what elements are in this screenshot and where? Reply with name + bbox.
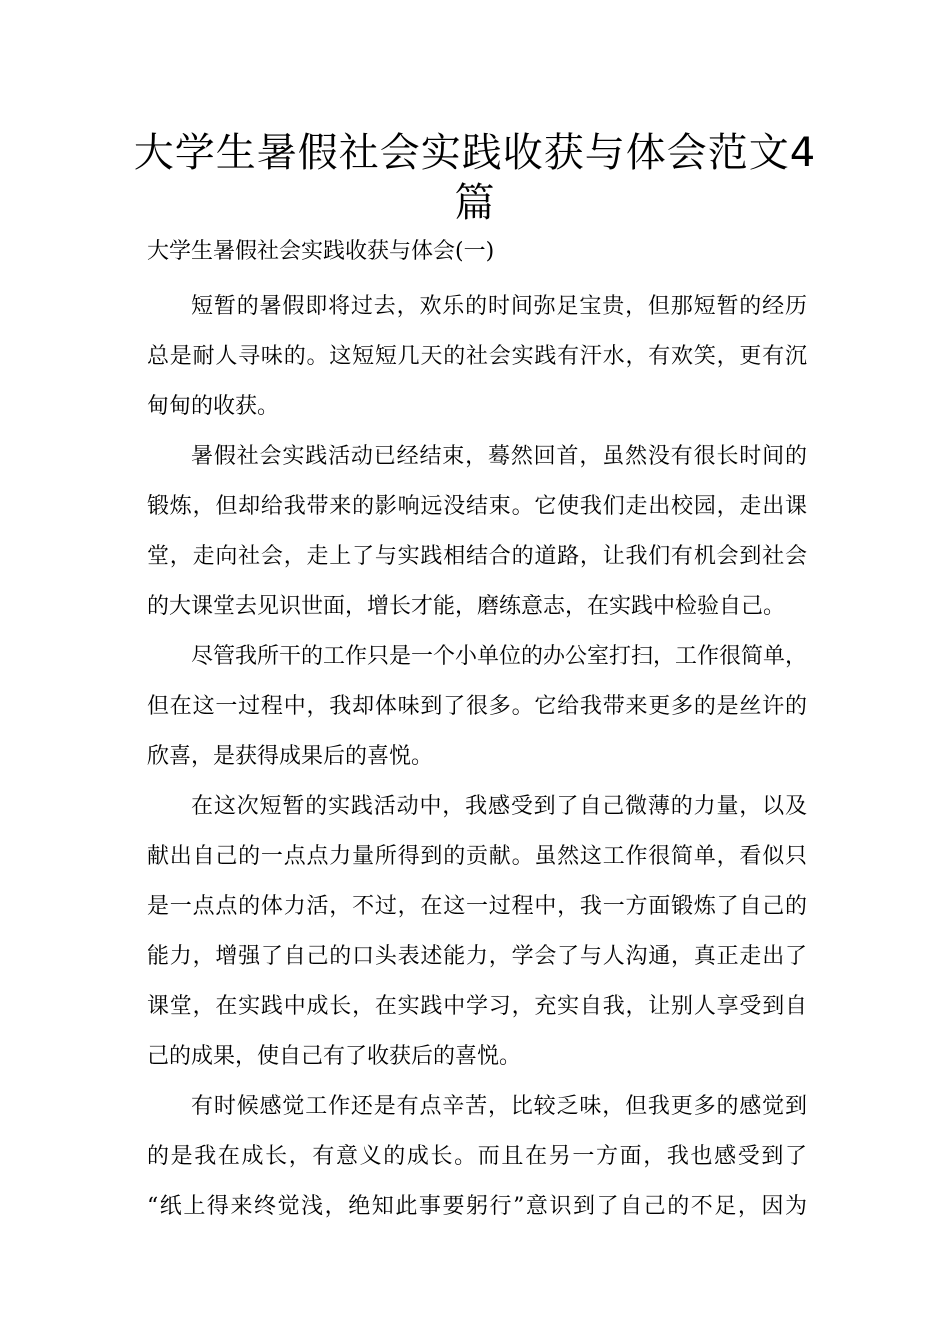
paragraph-line: 的是我在成长，有意义的成长。而且在另一方面，我也感受到了	[147, 1144, 807, 1169]
title-line-1: 大学生暑假社会实践收获与体会范文4	[133, 130, 817, 176]
paragraph-line: 是一点点的体力活，不过，在这一过程中，我一方面锻炼了自己的	[147, 894, 807, 919]
paragraph-1	[147, 282, 807, 432]
paragraph-line: 尽管我所干的工作只是一个小单位的办公室打扫，工作很简单，	[191, 644, 808, 669]
document-body	[147, 282, 807, 1232]
paragraph-line: 能力，增强了自己的口头表述能力，学会了与人沟通，真正走出了	[147, 944, 807, 969]
paragraph-line: 课堂，在实践中成长，在实践中学习，充实自我，让别人享受到自	[147, 994, 807, 1019]
paragraph-2	[147, 432, 807, 632]
paragraph-4	[147, 782, 807, 1082]
paragraph-line: 短暂的暑假即将过去，欢乐的时间弥足宝贵，但那短暂的经历	[191, 294, 807, 319]
title-line-2: 篇	[454, 180, 496, 226]
paragraph-line: 有时候感觉工作还是有点辛苦，比较乏味，但我更多的感觉到	[191, 1094, 807, 1119]
paragraph-line: 暑假社会实践活动已经结束，蓦然回首，虽然没有很长时间的	[191, 444, 807, 469]
paragraph-3	[147, 632, 807, 782]
paragraph-line: 欣喜，是获得成果后的喜悦。	[147, 744, 434, 769]
paragraph-line: 的大课堂去见识世面，增长才能，磨练意志，在实践中检验自己。	[147, 594, 786, 619]
paragraph-line: 锻炼，但却给我带来的影响远没结束。它使我们走出校园，走出课	[147, 494, 807, 519]
paragraph-line: 献出自己的一点点力量所得到的贡献。虽然这工作很简单，看似只	[147, 844, 807, 869]
paragraph-line: 但在这一过程中，我却体味到了很多。它给我带来更多的是丝许的	[147, 694, 807, 719]
paragraph-line: 甸甸的收获。	[147, 394, 280, 419]
paragraph-line: 堂，走向社会，走上了与实践相结合的道路，让我们有机会到社会	[147, 544, 807, 569]
paragraph-line: 总是耐人寻味的。这短短几天的社会实践有汗水，有欢笑，更有沉	[147, 344, 807, 369]
section-heading: 大学生暑假社会实践收获与体会(一)	[147, 239, 495, 264]
paragraph-line: 在这次短暂的实践活动中，我感受到了自己微薄的力量，以及	[191, 794, 807, 819]
paragraph-5	[147, 1082, 807, 1232]
document-title	[100, 128, 850, 228]
paragraph-line: 己的成果，使自己有了收获后的喜悦。	[147, 1044, 522, 1069]
paragraph-line: “纸上得来终觉浅，绝知此事要躬行”意识到了自己的不足，因为	[147, 1194, 807, 1219]
